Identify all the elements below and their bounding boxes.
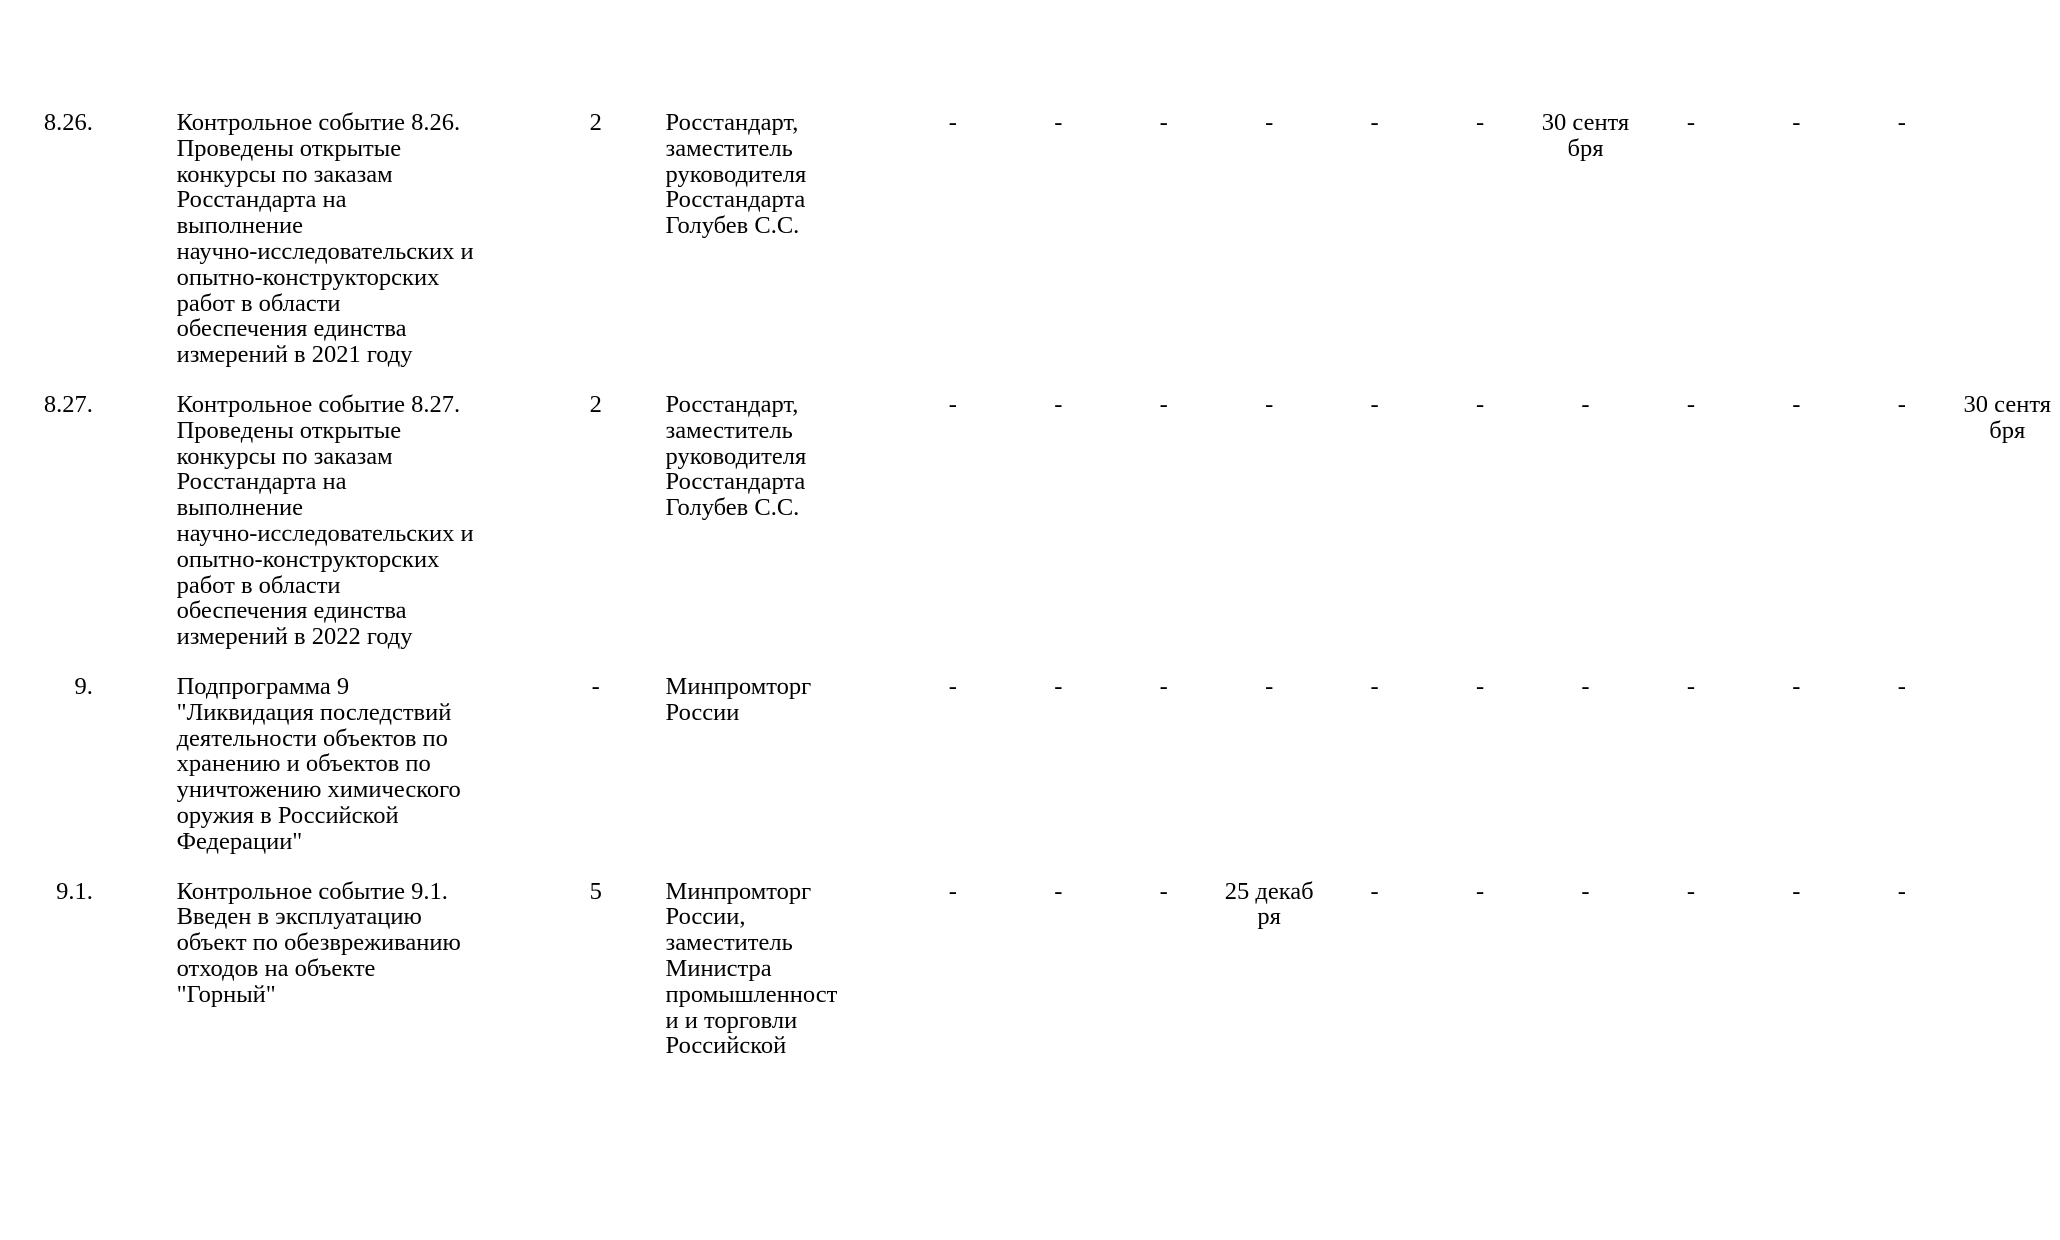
description-line: научно-исследовательских и (176, 519, 474, 547)
row-date-cell: - (948, 672, 957, 700)
description-line: Подпрограмма 9 (176, 672, 350, 700)
row-date-cell: 30 сентября (1541, 109, 1630, 162)
row-date-cell: - (1475, 877, 1485, 905)
row-date-cell: - (1581, 672, 1590, 700)
description-line: "Ликвидация последствий (176, 698, 452, 726)
description-line: оружия в Российской (176, 801, 399, 829)
responsible-line: Российской (665, 1032, 787, 1060)
row-gap (0, 650, 2060, 674)
spacer-cell (95, 392, 177, 650)
table-row (0, 674, 2060, 855)
row-date-cell: - (948, 877, 957, 905)
description-line: уничтожению химического (176, 776, 461, 804)
row-date-cell: - (1792, 877, 1801, 905)
responsible-line: Минпромторг (665, 877, 812, 905)
row-date-cell: - (1054, 672, 1063, 700)
row-date-cell: - (1265, 390, 1274, 418)
row-date-cell: - (1897, 109, 1906, 136)
description-line: опытно-конструкторских (176, 263, 440, 291)
row-description (177, 879, 568, 1060)
row-gap-cell (0, 368, 2060, 392)
row-number: 9. (74, 672, 93, 700)
row-date-cell: - (1265, 672, 1274, 700)
row-count: - (591, 672, 600, 700)
description-line: работ в области (176, 289, 341, 317)
responsible-line: заместитель (665, 134, 793, 162)
description-line: Контрольное событие 8.26. (176, 109, 461, 136)
row-date-cell (1955, 879, 2060, 1060)
row-date-cell: - (948, 109, 957, 136)
responsible-line: Министра (665, 954, 772, 982)
responsible-line: России, (665, 903, 746, 931)
row-date-cell: - (1686, 109, 1695, 136)
description-line: деятельности объектов по (176, 724, 448, 752)
spacer-cell (623, 674, 665, 855)
description-line: выполнение (176, 212, 303, 240)
row-date-cell (1955, 674, 2060, 855)
description-line: Проведены открытые (176, 416, 402, 444)
responsible-line: заместитель (665, 929, 793, 957)
description-line: выполнение (176, 494, 303, 522)
row-date-cell: 25 декабря (1224, 877, 1314, 931)
row-date-cell: - (1370, 877, 1379, 905)
responsible-line: Росстандарта (665, 468, 806, 496)
row-date-cell: - (1581, 390, 1590, 418)
responsible-line: и и торговли (665, 1006, 798, 1034)
description-line: Росстандарта на (176, 186, 347, 214)
responsible-line: руководителя (665, 160, 807, 188)
row-responsible (666, 392, 901, 650)
description-line: измерений в 2021 году (176, 341, 413, 369)
row-count: 2 (589, 390, 602, 418)
description-line: Контрольное событие 9.1. (176, 877, 448, 905)
row-gap (0, 855, 2060, 879)
description-line: Росстандарта на (176, 468, 347, 496)
description-line: обеспечения единства (176, 597, 407, 625)
row-date-cell: - (1054, 390, 1063, 418)
row-date-cell: - (1159, 672, 1168, 700)
row-date-cell: - (1792, 672, 1801, 700)
description-line: работ в области (176, 571, 341, 599)
responsible-line: заместитель (665, 416, 793, 444)
row-number: 9.1. (56, 877, 93, 905)
description-line: Контрольное событие 8.27. (176, 390, 461, 418)
responsible-line: России (665, 698, 740, 726)
row-description (177, 392, 568, 650)
description-line: опытно-конструкторских (176, 545, 440, 573)
row-responsible (666, 674, 901, 855)
row-description (177, 674, 568, 855)
description-line: обеспечения единства (176, 315, 407, 343)
row-date-cell: - (1581, 877, 1590, 905)
responsible-line: руководителя (665, 442, 807, 470)
row-date-cell: - (1792, 390, 1801, 418)
description-line: измерений в 2022 году (176, 623, 413, 651)
row-gap (0, 368, 2060, 392)
responsible-line: Голубев С.С. (665, 494, 800, 522)
row-date-cell: - (1370, 109, 1379, 136)
spacer-cell (623, 392, 665, 650)
spacer-cell (623, 879, 665, 1060)
spacer-cell (95, 879, 177, 1060)
row-date-cell: - (1159, 877, 1168, 905)
row-responsible (666, 110, 901, 368)
row-date-cell (1955, 110, 2060, 368)
row-date-cell: - (1370, 390, 1379, 418)
table-row (0, 110, 2060, 368)
row-date-cell: - (1054, 109, 1063, 136)
row-date-cell: - (1475, 672, 1485, 700)
row-gap-cell (0, 855, 2060, 879)
row-responsible (666, 879, 901, 1060)
row-date-cell: - (948, 390, 957, 418)
responsible-line: Росстандарт, (665, 109, 799, 136)
row-date-cell: - (1159, 109, 1168, 136)
description-line: научно-исследовательских и (176, 237, 474, 265)
row-date-cell: 30 сентября (1963, 390, 2051, 444)
row-date-cell: - (1897, 672, 1906, 700)
row-date-cell: - (1370, 672, 1379, 700)
responsible-line: Росстандарта (665, 186, 806, 214)
responsible-line: Голубев С.С. (665, 212, 800, 240)
row-date-cell: - (1475, 390, 1485, 418)
row-number: 8.27. (43, 390, 93, 418)
row-date-cell: - (1054, 877, 1063, 905)
row-date-cell: - (1686, 390, 1695, 418)
row-description (177, 110, 568, 368)
row-date-cell: - (1686, 877, 1695, 905)
row-count: 2 (589, 109, 602, 136)
responsible-line: промышленност (665, 980, 838, 1008)
row-date-cell: - (1897, 390, 1906, 418)
description-line: отходов на объекте (176, 954, 376, 982)
table-row (0, 879, 2060, 1060)
row-date-cell: - (1792, 109, 1801, 136)
row-date-cell: - (1897, 877, 1906, 905)
responsible-line: Минпромторг (665, 672, 812, 700)
row-gap-cell (0, 650, 2060, 674)
spacer-cell (623, 110, 665, 368)
row-date-cell: - (1159, 390, 1168, 418)
description-line: Введен в эксплуатацию (176, 903, 422, 931)
description-line: хранению и объектов по (176, 750, 431, 778)
description-line: Проведены открытые (176, 134, 402, 162)
description-line: конкурсы по заказам (176, 442, 393, 470)
program-schedule-table (0, 110, 2060, 1059)
row-count: 5 (589, 877, 602, 905)
description-line: объект по обезвреживанию (176, 929, 461, 957)
row-date-cell: - (1686, 672, 1695, 700)
description-line: "Горный" (176, 980, 276, 1008)
description-line: Федерации" (176, 827, 303, 855)
row-date-cell: - (1265, 109, 1274, 136)
spacer-cell (95, 110, 177, 368)
row-number: 8.26. (43, 109, 93, 136)
table-row (0, 392, 2060, 650)
row-date-cell: - (1475, 109, 1485, 136)
description-line: конкурсы по заказам (176, 160, 393, 188)
spacer-cell (95, 674, 177, 855)
responsible-line: Росстандарт, (665, 390, 799, 418)
